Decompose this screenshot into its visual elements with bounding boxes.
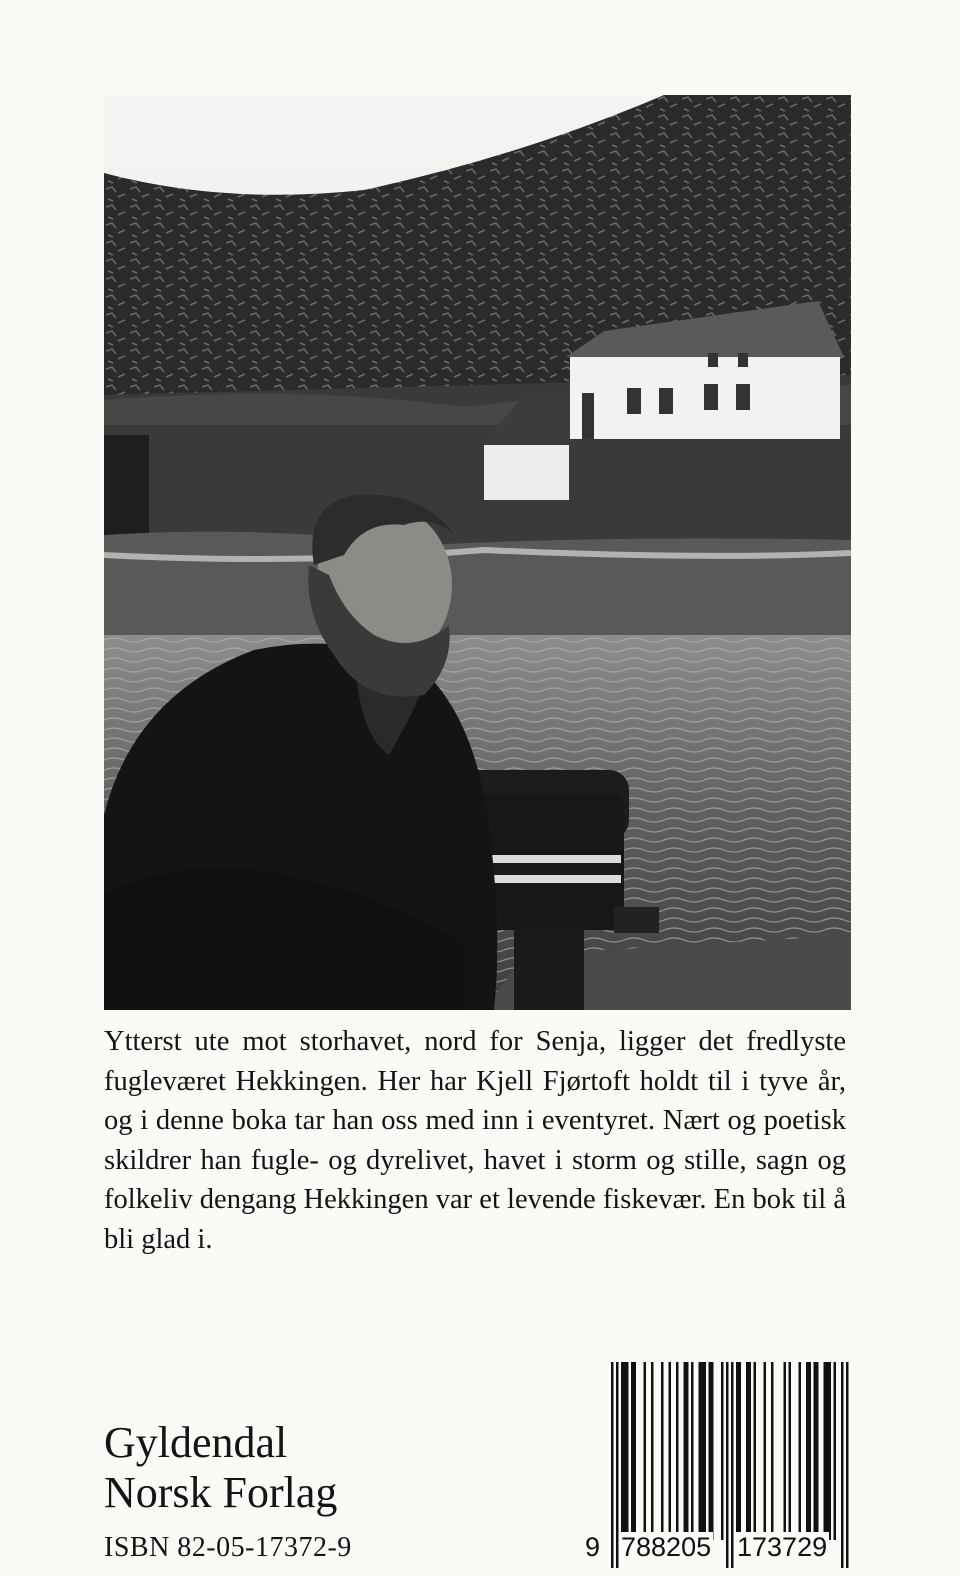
barcode-bar [634,1362,637,1540]
barcode-bar [764,1362,767,1540]
barcode-bar [684,1362,687,1540]
barcode-bar [829,1362,832,1540]
barcode-bar [661,1362,664,1540]
barcode-bar [624,1362,627,1540]
barcode-bar [746,1362,749,1540]
barcode-bar [669,1362,672,1540]
publisher-line-1: Gyldendal [104,1418,288,1467]
back-cover-blurb: Ytterst ute mot storhavet, nord for Senja, ligger det fredlyste fugleværet Hekkingen. Her har Kjell Fjørtoft holdt til i tyve år, og i denne boka tar han oss med inn i eventyret. Nært og poetisk skildrer han fugle- og dyrelivet, havet i storm og stille, sagn og folkeliv dengang Hekkingen var et levende fiskevær. En bok til å bli glad i. [104,1026,846,1255]
barcode-bar [754,1362,757,1540]
barcode-bar [621,1362,624,1540]
barcode-bar [814,1362,817,1540]
barcode-bar [809,1362,812,1540]
barcode-bar [691,1362,694,1540]
barcode-bar [816,1362,819,1540]
barcode-bar [704,1362,707,1540]
barcode-bar [711,1362,714,1540]
barcode-bar [699,1362,702,1540]
barcode-bar [749,1362,752,1540]
barcode-bar [771,1362,774,1540]
barcode-bar [834,1362,837,1540]
publisher-line-2: Norsk Forlag [104,1468,338,1517]
isbn-number: ISBN 82-05-17372-9 [104,1532,352,1563]
barcode-bar [626,1362,629,1540]
barcode-bar [789,1362,792,1540]
barcode-bar [784,1362,787,1540]
barcode-digits [585,1532,853,1566]
barcode-right-digits: 173729 [737,1532,828,1562]
barcode-bar [686,1362,689,1540]
barcode-bar [676,1362,679,1540]
barcode-bar [721,1362,724,1540]
cover-photo [104,95,851,1010]
barcode-bar [736,1362,739,1540]
barcode-bar [644,1362,647,1540]
barcode-bar [799,1362,802,1540]
barcode-lead-digit: 9 [585,1532,601,1562]
barcode-bar [806,1362,809,1540]
barcode-bar [826,1362,829,1540]
barcode-bar [651,1362,654,1540]
barcode-bar [631,1362,634,1540]
barcode-bar [824,1362,827,1540]
ean-barcode [585,1362,853,1570]
barcode-bar [701,1362,704,1540]
barcode-bar [709,1362,712,1540]
cover-photo-illustration [104,95,851,1010]
publisher-name [104,1418,337,1518]
barcode-left-digits: 788205 [621,1532,712,1562]
barcode-bar [739,1362,742,1540]
